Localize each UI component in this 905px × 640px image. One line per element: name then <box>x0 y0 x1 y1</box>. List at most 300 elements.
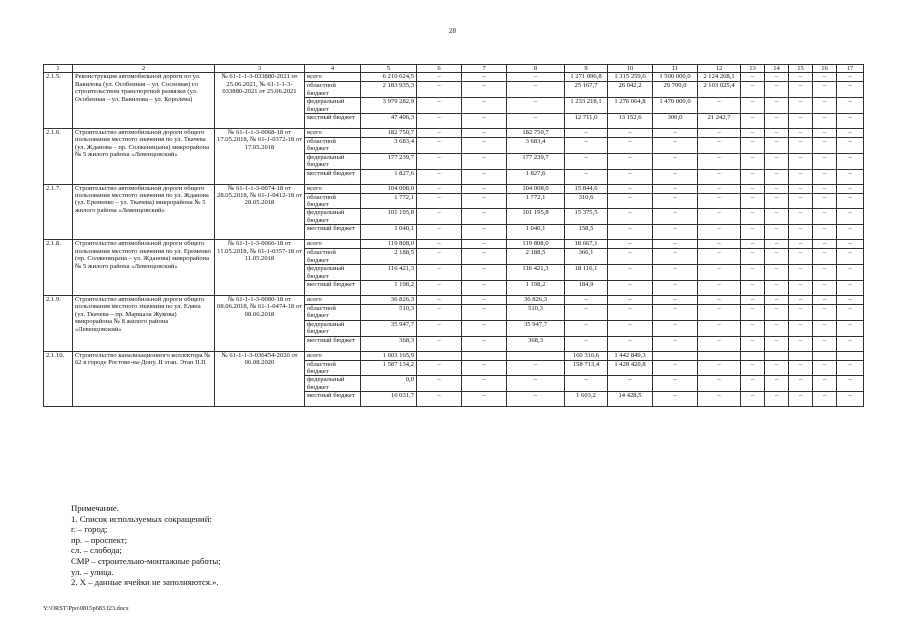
amount-cell: – <box>813 280 837 295</box>
project-document: № 61-1-1-3-036454-2020 от 06.08.2020 <box>215 351 305 407</box>
amount-cell: – <box>813 193 837 209</box>
funding-source: местный бюджет <box>305 114 361 129</box>
amount-cell: – <box>417 392 462 407</box>
amount-cell: – <box>741 376 765 392</box>
amount-cell: 1 315 259,6 <box>608 73 653 82</box>
amount-cell: 310,6 <box>565 193 608 209</box>
amount-cell: – <box>462 295 507 304</box>
amount-cell: – <box>698 304 741 320</box>
amount-cell: – <box>741 336 765 351</box>
amount-cell <box>789 351 813 360</box>
amount-cell: – <box>698 249 741 265</box>
amount-cell: – <box>653 153 698 169</box>
amount-cell: – <box>565 336 608 351</box>
amount-cell: – <box>789 304 813 320</box>
funding-source: областной бюджет <box>305 193 361 209</box>
amount-cell: 0,0 <box>361 376 417 392</box>
table-row <box>44 129 864 138</box>
column-header: 8 <box>507 65 565 73</box>
project-document: № 61-1-1-3-0068-18 от 17.05.2018, № 61-1-0372-18 от 17.05.2018 <box>215 129 305 185</box>
amount-cell: – <box>837 82 864 98</box>
amount-cell: – <box>813 129 837 138</box>
amount-cell: – <box>813 184 837 193</box>
amount-cell: 26 042,2 <box>608 82 653 98</box>
amount-cell: – <box>653 193 698 209</box>
project-id: 2.1.5. <box>44 73 73 129</box>
amount-cell: – <box>417 304 462 320</box>
amount-cell: 119 808,0 <box>507 240 565 249</box>
amount-cell: – <box>462 304 507 320</box>
amount-cell: – <box>507 376 565 392</box>
amount-cell: – <box>789 209 813 225</box>
amount-cell: – <box>813 392 837 407</box>
amount-cell: – <box>462 320 507 336</box>
amount-cell: – <box>417 193 462 209</box>
amount-cell: – <box>653 265 698 281</box>
amount-cell: – <box>789 184 813 193</box>
amount-cell: – <box>789 265 813 281</box>
amount-cell: – <box>813 169 837 184</box>
amount-cell: – <box>765 114 789 129</box>
amount-cell: – <box>417 169 462 184</box>
table-row <box>44 184 864 193</box>
funding-source: федеральный бюджет <box>305 153 361 169</box>
amount-cell: – <box>565 153 608 169</box>
column-header: 3 <box>215 65 305 73</box>
amount-cell: – <box>698 280 741 295</box>
amount-cell <box>417 351 462 360</box>
amount-cell: – <box>417 114 462 129</box>
funding-source: всего <box>305 351 361 360</box>
project-id: 2.1.10. <box>44 351 73 407</box>
amount-cell: – <box>741 225 765 240</box>
funding-source: всего <box>305 73 361 82</box>
amount-cell: – <box>417 153 462 169</box>
amount-cell: – <box>417 295 462 304</box>
project-name: Реконструкция автомобильной дороги по ул. Вавилова (ул. Особенная – ул. Сосновая) со строительством транспортной развязки (ул. Особенная – ул. Вавилова – ул. Королева) <box>73 73 215 129</box>
amount-cell: – <box>741 320 765 336</box>
amount-cell: – <box>653 209 698 225</box>
amount-cell: – <box>837 320 864 336</box>
amount-cell: – <box>837 169 864 184</box>
amount-cell: – <box>653 392 698 407</box>
table-row <box>44 73 864 82</box>
amount-cell: – <box>813 209 837 225</box>
amount-cell: – <box>765 304 789 320</box>
amount-cell: 2 124 268,1 <box>698 73 741 82</box>
amount-cell: – <box>565 304 608 320</box>
amount-cell: – <box>789 129 813 138</box>
amount-cell: 104 008,0 <box>361 184 417 193</box>
amount-cell: – <box>765 360 789 376</box>
amount-cell: – <box>462 360 507 376</box>
amount-cell: – <box>698 265 741 281</box>
amount-cell: – <box>417 265 462 281</box>
amount-cell <box>741 351 765 360</box>
amount-cell: – <box>653 295 698 304</box>
amount-cell: – <box>608 153 653 169</box>
funding-table <box>43 64 864 407</box>
amount-cell: – <box>608 265 653 281</box>
amount-cell: – <box>789 73 813 82</box>
amount-cell: – <box>741 129 765 138</box>
amount-cell: – <box>837 209 864 225</box>
amount-cell: – <box>653 320 698 336</box>
amount-cell: – <box>608 225 653 240</box>
funding-source: всего <box>305 240 361 249</box>
amount-cell: – <box>765 209 789 225</box>
amount-cell: – <box>789 376 813 392</box>
column-header: 15 <box>789 65 813 73</box>
amount-cell: – <box>765 265 789 281</box>
amount-cell: 12 711,0 <box>565 114 608 129</box>
amount-cell: – <box>507 360 565 376</box>
amount-cell: – <box>417 320 462 336</box>
amount-cell: – <box>813 265 837 281</box>
amount-cell: – <box>765 392 789 407</box>
amount-cell: – <box>789 193 813 209</box>
amount-cell: – <box>462 249 507 265</box>
column-header: 7 <box>462 65 507 73</box>
amount-cell: – <box>789 169 813 184</box>
amount-cell: – <box>741 98 765 114</box>
amount-cell: – <box>417 280 462 295</box>
amount-cell: – <box>462 336 507 351</box>
amount-cell: – <box>765 169 789 184</box>
project-id: 2.1.9. <box>44 295 73 351</box>
amount-cell: – <box>608 249 653 265</box>
amount-cell: – <box>789 153 813 169</box>
amount-cell: – <box>789 98 813 114</box>
amount-cell: – <box>813 225 837 240</box>
funding-source: местный бюджет <box>305 225 361 240</box>
amount-cell: 3 683,4 <box>507 138 565 154</box>
amount-cell: – <box>565 320 608 336</box>
funding-source: федеральный бюджет <box>305 376 361 392</box>
column-header: 16 <box>813 65 837 73</box>
file-path-footer: Y:\ORST\Ppo\0815p683.f23.docx <box>43 605 129 612</box>
amount-cell: – <box>653 184 698 193</box>
amount-cell: 35 947,7 <box>361 320 417 336</box>
amount-cell: 1 233 218,1 <box>565 98 608 114</box>
funding-source: областной бюджет <box>305 360 361 376</box>
amount-cell: – <box>462 280 507 295</box>
amount-cell: – <box>813 376 837 392</box>
amount-cell: – <box>462 209 507 225</box>
amount-cell: 29 700,0 <box>653 82 698 98</box>
project-document: № 61-1-1-3-0080-18 от 08.06.2018, № 61-1-0474-18 от 08.06.2018 <box>215 295 305 351</box>
amount-cell: 366,1 <box>565 249 608 265</box>
amount-cell: – <box>608 320 653 336</box>
amount-cell: – <box>462 225 507 240</box>
amount-cell: – <box>837 193 864 209</box>
amount-cell <box>698 351 741 360</box>
amount-cell: – <box>789 240 813 249</box>
amount-cell: – <box>741 153 765 169</box>
amount-cell: – <box>741 295 765 304</box>
amount-cell: – <box>813 114 837 129</box>
amount-cell: – <box>698 225 741 240</box>
amount-cell: 36 826,3 <box>507 295 565 304</box>
amount-cell: – <box>608 169 653 184</box>
amount-cell: – <box>837 73 864 82</box>
amount-cell: – <box>608 209 653 225</box>
amount-cell: 184,9 <box>565 280 608 295</box>
amount-cell: – <box>462 98 507 114</box>
project-id: 2.1.7. <box>44 184 73 240</box>
amount-cell: – <box>608 295 653 304</box>
project-name: Строительство автомобильной дороги общего пользования местного значения по ул. Ткачева (ул. Жданова – пр. Солженицына) микрорайона № 5 жилого района «Левенцовский» <box>73 129 215 185</box>
amount-cell: – <box>653 129 698 138</box>
amount-cell: – <box>813 138 837 154</box>
amount-cell: 18 667,1 <box>565 240 608 249</box>
amount-cell: – <box>698 360 741 376</box>
amount-cell: 368,3 <box>361 336 417 351</box>
amount-cell: – <box>741 240 765 249</box>
amount-cell: – <box>741 193 765 209</box>
amount-cell: – <box>741 184 765 193</box>
amount-cell: 1 587 134,2 <box>361 360 417 376</box>
amount-cell: 15 844,6 <box>565 184 608 193</box>
column-header: 17 <box>837 65 864 73</box>
amount-cell: – <box>789 336 813 351</box>
funding-source: областной бюджет <box>305 249 361 265</box>
column-header: 9 <box>565 65 608 73</box>
funding-source: федеральный бюджет <box>305 98 361 114</box>
amount-cell: – <box>507 114 565 129</box>
amount-cell: 3 979 282,9 <box>361 98 417 114</box>
amount-cell: 1 603 165,9 <box>361 351 417 360</box>
funding-source: областной бюджет <box>305 138 361 154</box>
amount-cell: – <box>837 153 864 169</box>
amount-cell: – <box>698 184 741 193</box>
amount-cell: – <box>765 129 789 138</box>
amount-cell: 101 195,8 <box>361 209 417 225</box>
amount-cell: – <box>741 249 765 265</box>
amount-cell: – <box>417 376 462 392</box>
amount-cell: – <box>417 129 462 138</box>
amount-cell: – <box>765 138 789 154</box>
amount-cell: – <box>653 240 698 249</box>
amount-cell: 1 772,1 <box>361 193 417 209</box>
amount-cell: – <box>837 376 864 392</box>
funding-source: местный бюджет <box>305 280 361 295</box>
note-line: 1. Список используемых сокращений: <box>71 513 212 524</box>
amount-cell: – <box>837 240 864 249</box>
funding-source: областной бюджет <box>305 82 361 98</box>
amount-cell: – <box>765 225 789 240</box>
amount-cell: – <box>565 169 608 184</box>
amount-cell: – <box>837 184 864 193</box>
amount-cell: – <box>741 304 765 320</box>
amount-cell: 177 239,7 <box>361 153 417 169</box>
amount-cell: 1 198,2 <box>507 280 565 295</box>
amount-cell: – <box>741 82 765 98</box>
amount-cell: – <box>608 304 653 320</box>
amount-cell: – <box>462 376 507 392</box>
amount-cell: – <box>741 209 765 225</box>
header-row <box>44 65 864 73</box>
amount-cell: – <box>462 392 507 407</box>
amount-cell: – <box>837 280 864 295</box>
note-title: Примечание. <box>71 503 119 513</box>
amount-cell: 1 603,2 <box>565 392 608 407</box>
funding-source: всего <box>305 295 361 304</box>
amount-cell: – <box>741 280 765 295</box>
amount-cell: – <box>462 169 507 184</box>
amount-cell <box>765 351 789 360</box>
amount-cell: – <box>813 295 837 304</box>
funding-source: федеральный бюджет <box>305 320 361 336</box>
amount-cell: 116 421,3 <box>361 265 417 281</box>
amount-cell: 177 239,7 <box>507 153 565 169</box>
amount-cell: – <box>698 98 741 114</box>
note-line: пр. – проспект; <box>71 534 128 545</box>
page-number: 28 <box>449 27 456 35</box>
amount-cell <box>462 351 507 360</box>
amount-cell: – <box>462 138 507 154</box>
amount-cell: – <box>789 114 813 129</box>
amount-cell: – <box>417 73 462 82</box>
amount-cell: – <box>417 138 462 154</box>
project-id: 2.1.6. <box>44 129 73 185</box>
amount-cell: – <box>813 98 837 114</box>
amount-cell: – <box>837 360 864 376</box>
project-name: Строительство канализационного коллектора № 62 в городе Ростове-на-Дону. II этап. Этап II.II <box>73 351 215 407</box>
amount-cell: 119 808,0 <box>361 240 417 249</box>
amount-cell: 13 152,6 <box>608 114 653 129</box>
amount-cell: 18 116,1 <box>565 265 608 281</box>
amount-cell: – <box>789 392 813 407</box>
amount-cell: – <box>837 98 864 114</box>
amount-cell: 158 713,4 <box>565 360 608 376</box>
amount-cell: 2 183 935,3 <box>361 82 417 98</box>
amount-cell <box>653 351 698 360</box>
amount-cell: – <box>741 73 765 82</box>
amount-cell: – <box>417 184 462 193</box>
amount-cell: 1 500 000,0 <box>653 73 698 82</box>
column-header: 14 <box>765 65 789 73</box>
amount-cell: – <box>462 184 507 193</box>
amount-cell: 1 428 420,8 <box>608 360 653 376</box>
amount-cell: 368,3 <box>507 336 565 351</box>
amount-cell: – <box>417 240 462 249</box>
amount-cell: – <box>837 392 864 407</box>
amount-cell: – <box>565 376 608 392</box>
amount-cell: 1 198,2 <box>361 280 417 295</box>
note-line: СМР – строительно-монтажные работы; <box>71 555 221 566</box>
amount-cell: – <box>608 193 653 209</box>
amount-cell: 1 827,6 <box>361 169 417 184</box>
amount-cell: 1 040,1 <box>361 225 417 240</box>
note-line: сл. – слобода; <box>71 545 122 556</box>
amount-cell: 116 421,3 <box>507 265 565 281</box>
project-name: Строительство автомобильной дороги общего пользования местного значения по ул. Еременко (пр. Солженицына – ул. Жданова) микрорайона № 5 жилого района «Левенцовский» <box>73 240 215 296</box>
amount-cell: 16 031,7 <box>361 392 417 407</box>
amount-cell: 15 375,5 <box>565 209 608 225</box>
amount-cell: 101 195,8 <box>507 209 565 225</box>
note-line: г. – город; <box>71 524 108 535</box>
amount-cell: – <box>462 82 507 98</box>
amount-cell: 2 188,5 <box>507 249 565 265</box>
amount-cell: – <box>565 138 608 154</box>
amount-cell: 158,5 <box>565 225 608 240</box>
amount-cell: – <box>417 82 462 98</box>
amount-cell: – <box>653 169 698 184</box>
amount-cell: – <box>698 376 741 392</box>
amount-cell: – <box>698 169 741 184</box>
amount-cell: – <box>608 280 653 295</box>
amount-cell: – <box>653 304 698 320</box>
funding-source: всего <box>305 184 361 193</box>
amount-cell: – <box>765 73 789 82</box>
amount-cell: – <box>462 153 507 169</box>
amount-cell: 3 683,4 <box>361 138 417 154</box>
amount-cell: – <box>608 129 653 138</box>
amount-cell: 510,3 <box>507 304 565 320</box>
amount-cell: 1 442 849,3 <box>608 351 653 360</box>
column-header: 4 <box>305 65 361 73</box>
amount-cell: – <box>837 138 864 154</box>
amount-cell: – <box>653 138 698 154</box>
amount-cell: – <box>765 280 789 295</box>
amount-cell: 25 167,7 <box>565 82 608 98</box>
amount-cell: 182 750,7 <box>507 129 565 138</box>
amount-cell: – <box>608 184 653 193</box>
amount-cell: – <box>608 376 653 392</box>
amount-cell: – <box>698 209 741 225</box>
amount-cell: – <box>462 114 507 129</box>
amount-cell: – <box>417 225 462 240</box>
amount-cell: – <box>813 249 837 265</box>
table-row <box>44 295 864 304</box>
amount-cell: – <box>765 249 789 265</box>
amount-cell: – <box>837 114 864 129</box>
amount-cell: – <box>507 98 565 114</box>
amount-cell: – <box>698 153 741 169</box>
amount-cell: – <box>789 82 813 98</box>
amount-cell: 47 406,3 <box>361 114 417 129</box>
amount-cell: – <box>789 320 813 336</box>
amount-cell: – <box>653 360 698 376</box>
amount-cell: – <box>765 82 789 98</box>
amount-cell: – <box>608 240 653 249</box>
amount-cell: 182 750,7 <box>361 129 417 138</box>
amount-cell: – <box>417 360 462 376</box>
amount-cell: – <box>789 225 813 240</box>
amount-cell: – <box>698 240 741 249</box>
amount-cell: 510,3 <box>361 304 417 320</box>
amount-cell: – <box>462 129 507 138</box>
project-name: Строительство автомобильной дороги общего пользования местного значения по ул. Еляна (ул. Ткачева – пр. Маршала Жукова) микрорайона № 8 жилого района «Левенцовский» <box>73 295 215 351</box>
amount-cell: – <box>813 304 837 320</box>
project-document: № 61-1-1-3-0074-18 от 28.05.2018, № 61-1-0412-18 от 28.05.2018 <box>215 184 305 240</box>
project-document: № 61-1-1-3-0066-18 от 11.05.2018, № 61-1-0357-18 от 11.05.2018 <box>215 240 305 296</box>
amount-cell: 1 276 064,8 <box>608 98 653 114</box>
amount-cell: 36 826,3 <box>361 295 417 304</box>
amount-cell: – <box>813 153 837 169</box>
funding-source: федеральный бюджет <box>305 209 361 225</box>
amount-cell: – <box>789 280 813 295</box>
amount-cell: – <box>653 280 698 295</box>
amount-cell: 21 242,7 <box>698 114 741 129</box>
amount-cell: – <box>417 98 462 114</box>
amount-cell: – <box>653 336 698 351</box>
amount-cell: – <box>417 336 462 351</box>
amount-cell: – <box>653 249 698 265</box>
amount-cell: – <box>462 73 507 82</box>
amount-cell: – <box>765 184 789 193</box>
